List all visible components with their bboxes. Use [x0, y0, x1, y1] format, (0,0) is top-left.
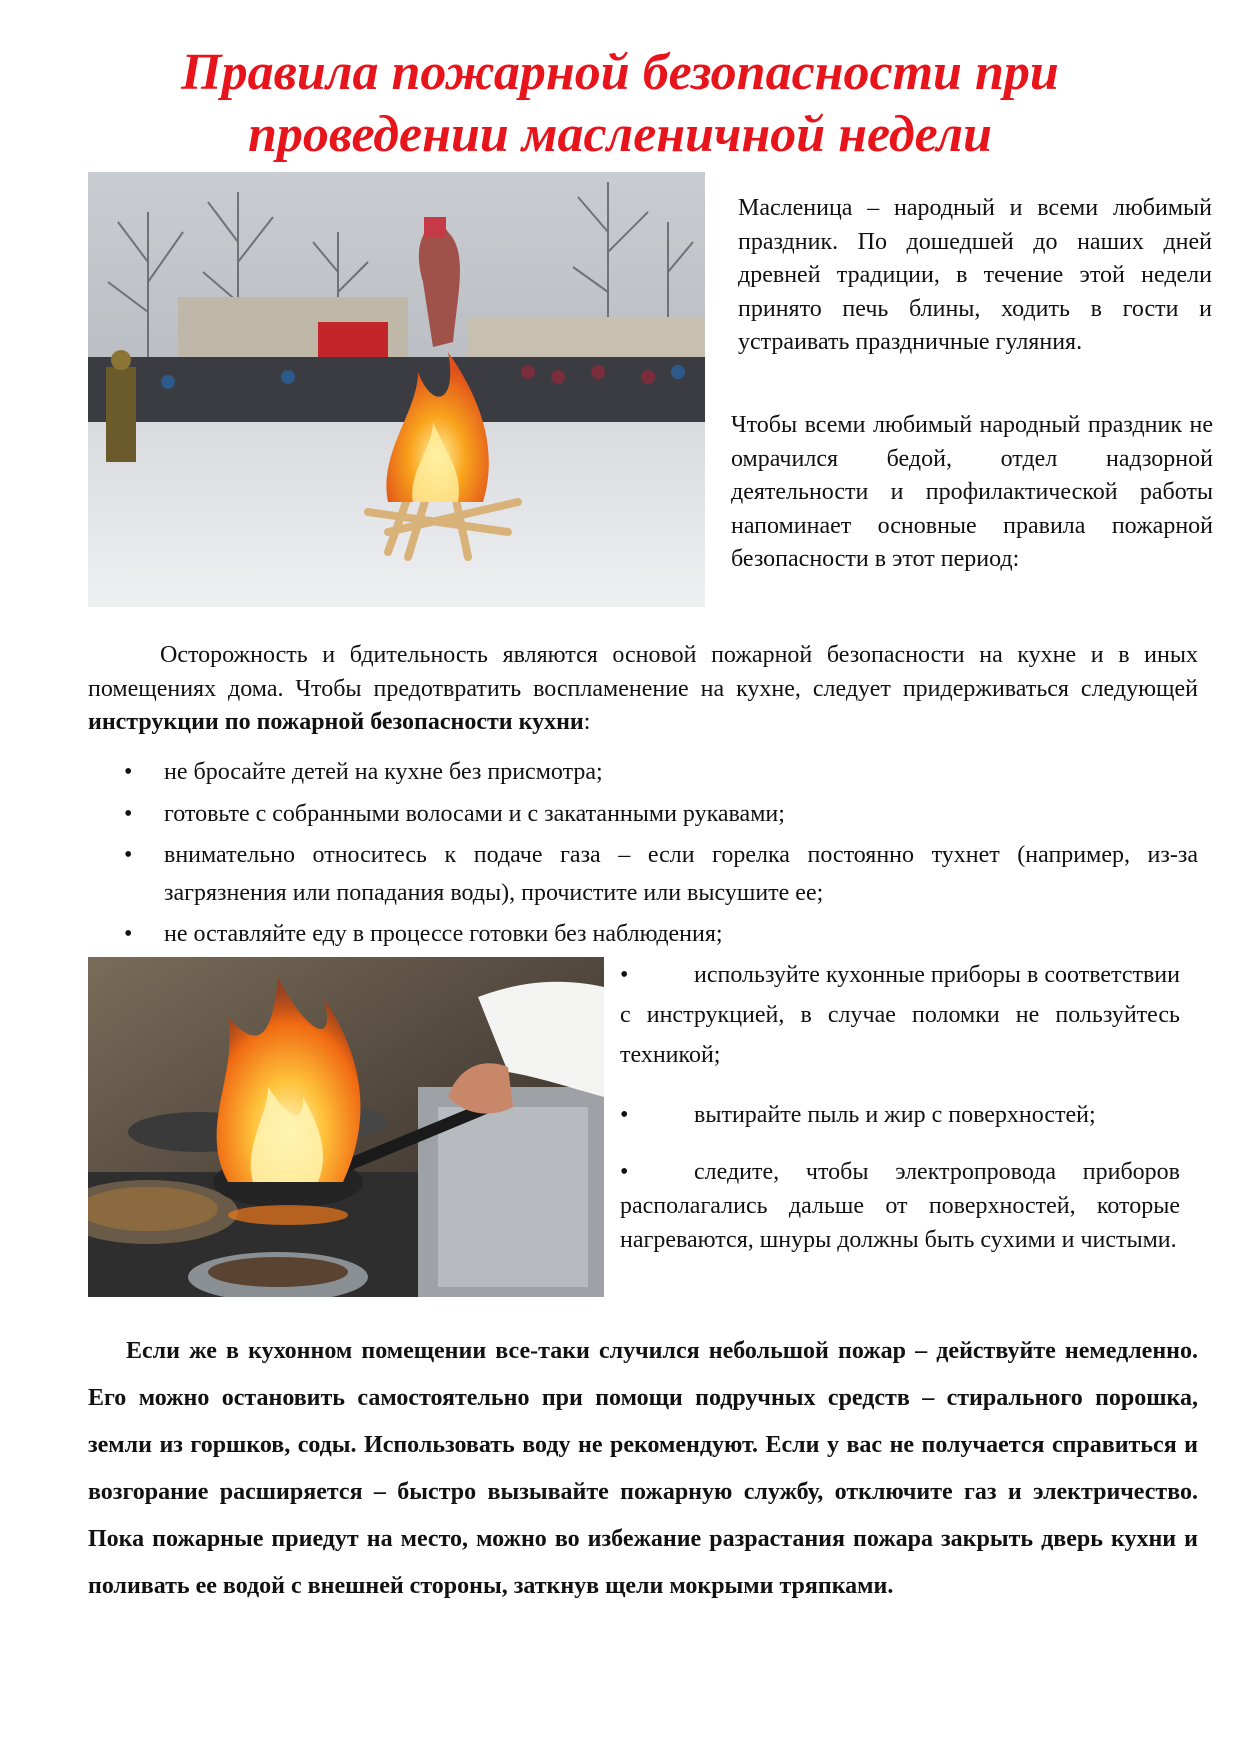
list-item — [88, 836, 1198, 912]
list-item-text: вытирайте пыль и жир с поверхностей; — [694, 1102, 1096, 1128]
kitchen-lead-text: Осторожность и бдительность являются основой пожарной безопасности на кухне и в иных помещениях дома. Чтобы предотвратить воспламенение на кухне, следует придерживаться следующей — [88, 642, 1198, 702]
bonfire-photo — [88, 172, 705, 607]
bullet-glyph: • — [620, 962, 629, 988]
bullet-glyph: • — [124, 759, 133, 785]
kitchen-side-bullets — [620, 955, 1180, 1257]
list-item-text: используйте кухонные приборы в соответствии с инструкцией, в случае поломки не пользуйтесь техникой; — [620, 962, 1180, 1068]
list-item-text: не оставляйте еду в процессе готовки без наблюдения; — [164, 921, 723, 947]
list-item — [620, 1155, 1180, 1257]
kitchen-fire-photo — [88, 957, 604, 1297]
list-item-text: не бросайте детей на кухне без присмотра; — [164, 759, 603, 785]
kitchen-lead-end: : — [583, 709, 591, 735]
list-item — [88, 794, 1198, 834]
emergency-paragraph: Если же в кухонном помещении все-таки случился небольшой пожар – действуйте немедленно. Его можно остановить самостоятельно при помощи подручных средств – стирального порошка, земли из горшков, соды. Использовать воду не рекомендуют. Если у вас не получается справиться и возгорание расширяется – быстро вызывайте пожарную службу, отключите газ и электричество. Пока пожарные приедут на место, можно во избежание разрастания пожара закрыть дверь кухни и поливать ее водой с внешней стороны, заткнув щели мокрыми тряпками. — [88, 1338, 1198, 1599]
kitchen-lead-bold: инструкции по пожарной безопасности кухни — [88, 709, 584, 735]
bullet-glyph: • — [620, 1159, 629, 1185]
page-title: Правила пожарной безопасности при проведении масленичной недели — [181, 44, 1059, 163]
bonfire-illustration — [88, 172, 705, 607]
bullet-glyph: • — [620, 1102, 629, 1128]
list-item-text: следите, чтобы электропровода приборов располагались дальше от поверхностей, которые нагреваются, шнуры должны быть сухими и чистыми. — [620, 1159, 1180, 1253]
list-item-text: готовьте с собранными волосами и с закатанными рукавами; — [164, 801, 785, 827]
bullet-glyph: • — [124, 842, 133, 868]
intro-paragraph-2: Чтобы всеми любимый народный праздник не омрачился бедой, отдел надзорной деятельности и профилактической работы напоминает основные правила пожарной безопасности в этот период: — [731, 412, 1213, 572]
pan-fire-illustration — [88, 957, 604, 1297]
kitchen-bullet-list — [88, 752, 1198, 954]
list-item — [88, 914, 1198, 954]
bullet-glyph: • — [124, 801, 133, 827]
list-item — [620, 1095, 1180, 1135]
list-item — [88, 752, 1198, 792]
kitchen-lead-paragraph — [88, 639, 1198, 740]
list-item-text: внимательно относитесь к подаче газа – если горелка постоянно тухнет (например, из-за загрязнения или попадания воды), прочистите или высушите ее; — [164, 842, 1198, 906]
intro-paragraph-1: Масленица – народный и всеми любимый праздник. По дошедшей до наших дней древней традиции, в течение этой недели принято печь блины, ходить в гости и устраивать праздничные гуляния. — [738, 195, 1212, 355]
bullet-glyph: • — [124, 921, 133, 947]
list-item — [620, 955, 1180, 1075]
